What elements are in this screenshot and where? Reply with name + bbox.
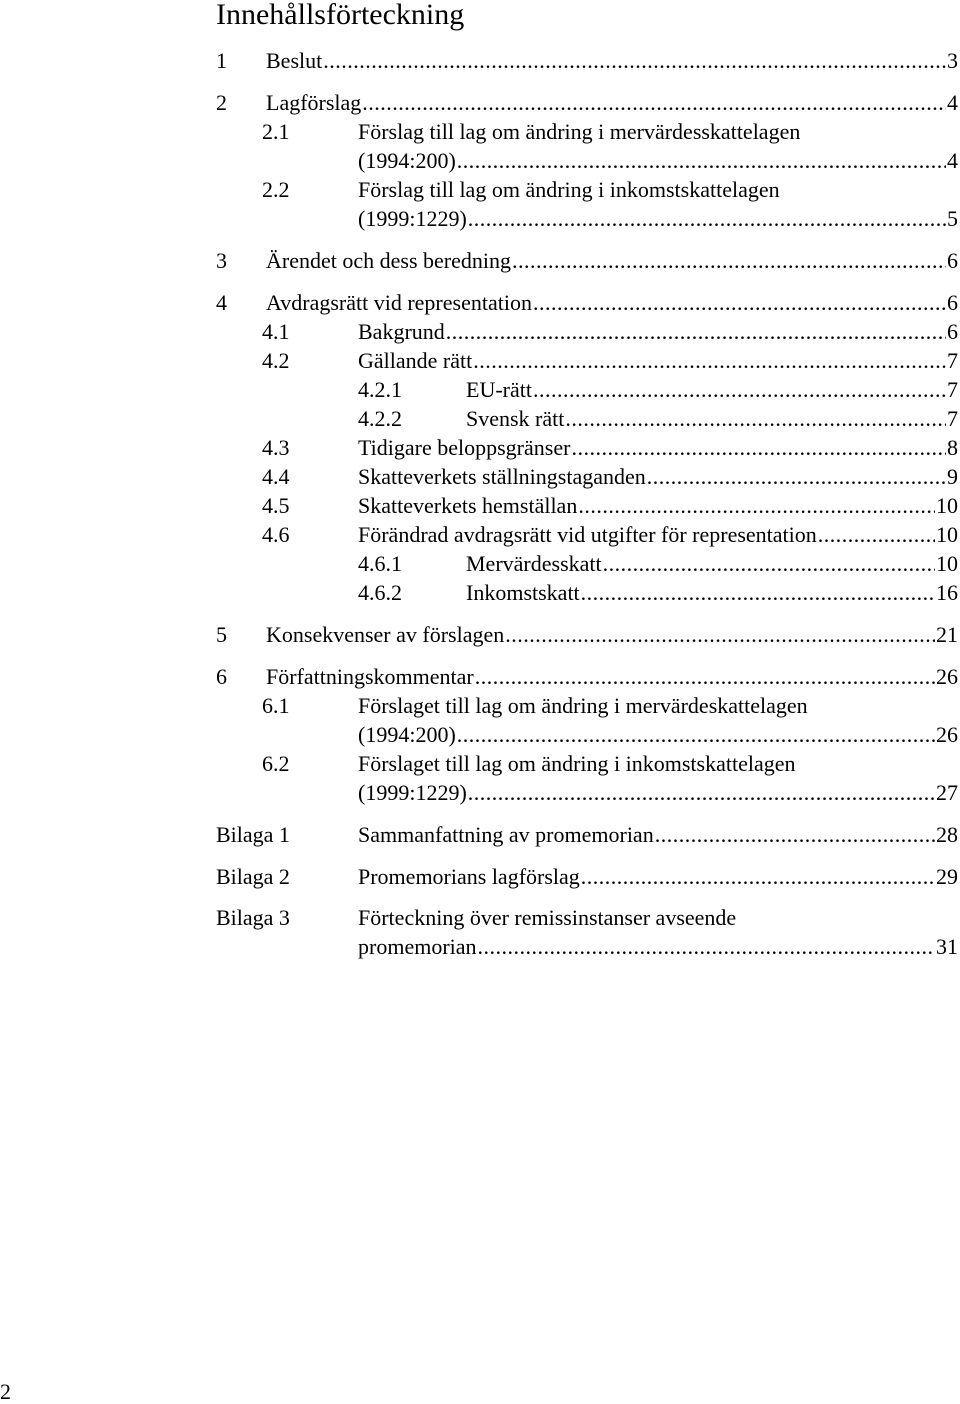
toc-entry-number: 4.2.2 [358, 406, 402, 431]
dot-leader [473, 348, 946, 374]
toc-entry[interactable] [262, 693, 958, 719]
toc-entry-title: (1994:200) [358, 148, 456, 173]
toc-entry-number: Bilaga 1 [216, 822, 290, 847]
toc-entry-number: Bilaga 3 [216, 905, 290, 930]
toc-entry-title: Bakgrund [358, 319, 445, 344]
toc-entry[interactable] [262, 522, 958, 548]
toc-entry[interactable] [216, 290, 958, 316]
toc-entry[interactable] [358, 551, 958, 577]
toc-entry-page: 4 [947, 148, 958, 173]
toc-entry-title: (1999:1229) [358, 206, 467, 231]
toc-entry-number: 3 [216, 248, 227, 273]
toc-entry-number: 4.6.1 [358, 551, 402, 576]
toc-entry-title: Förslag till lag om ändring i inkomstskattelagen [358, 177, 780, 202]
toc-entry-page: 6 [947, 290, 958, 315]
toc-entry[interactable] [216, 934, 958, 960]
toc-entry-title: Skatteverkets hemställan [358, 493, 578, 518]
toc-entry-number: 5 [216, 622, 227, 647]
toc-entry-number: 4.6.2 [358, 580, 402, 605]
toc-entry-title: Lagförslag [266, 90, 362, 115]
dot-leader [468, 780, 935, 806]
toc-entry-number: Bilaga 2 [216, 864, 290, 889]
toc-entry[interactable] [216, 622, 958, 648]
toc-entry-title: Konsekvenser av förslagen [266, 622, 505, 647]
dot-leader [505, 622, 935, 648]
toc-entry-title: Förslag till lag om ändring i mervärdesskattelagen [358, 119, 801, 144]
toc-entry-number: 2 [216, 90, 227, 115]
toc-entry-page: 31 [936, 934, 958, 959]
toc-entry-number: 1 [216, 48, 227, 73]
toc-entry-page: 16 [936, 580, 958, 605]
dot-leader [468, 206, 946, 232]
dot-leader [565, 406, 946, 432]
toc-entry-page: 29 [936, 864, 958, 889]
toc-entry[interactable] [262, 148, 958, 174]
page-number: 2 [0, 1379, 11, 1404]
toc-entry-title: Förändrad avdragsrätt vid utgifter för representation [358, 522, 817, 547]
toc-entry[interactable] [358, 580, 958, 606]
toc-entry[interactable] [216, 90, 958, 116]
toc-entry-title: Ärendet och dess beredning [266, 248, 511, 273]
toc-entry[interactable] [216, 822, 958, 848]
toc-entry[interactable] [216, 664, 958, 690]
toc-entry-number: 4.4 [262, 464, 290, 489]
toc-entry-title: Gällande rätt [358, 348, 473, 373]
toc-entry-page: 10 [936, 551, 958, 576]
toc-entry[interactable] [216, 864, 958, 890]
toc-entry-title: Avdragsrätt vid representation [266, 290, 532, 315]
toc-entry-page: 6 [947, 319, 958, 344]
toc-entry-title: Förslaget till lag om ändring i inkomstskattelagen [358, 751, 796, 776]
toc-entry[interactable] [358, 406, 958, 432]
toc-entry-title: Författningskommentar [266, 664, 474, 689]
toc-entry-page: 3 [947, 48, 958, 73]
dot-leader [571, 435, 946, 461]
toc-entry-title: (1994:200) [358, 722, 456, 747]
toc-entry-number: 4.1 [262, 319, 290, 344]
dot-leader [533, 377, 946, 403]
toc-entry-title: Förslaget till lag om ändring i mervärdeskattelagen [358, 693, 808, 718]
dot-leader [818, 522, 935, 548]
page-title: Innehållsförteckning [216, 0, 465, 31]
toc-entry-page: 10 [936, 522, 958, 547]
dot-leader [647, 464, 946, 490]
dot-leader [578, 493, 935, 519]
dot-leader [603, 551, 935, 577]
toc-entry-title: Mervärdesskatt [466, 551, 602, 576]
toc-entry[interactable] [262, 464, 958, 490]
dot-leader [533, 290, 946, 316]
toc-entry-number: 4 [216, 290, 227, 315]
toc-entry-page: 26 [936, 664, 958, 689]
toc-entry-title: (1999:1229) [358, 780, 467, 805]
toc-entry[interactable] [262, 780, 958, 806]
toc-entry-number: 4.6 [262, 522, 290, 547]
dot-leader [581, 580, 935, 606]
dot-leader [323, 48, 946, 74]
toc-entry[interactable] [216, 248, 958, 274]
toc-entry[interactable] [262, 177, 958, 203]
toc-entry-page: 7 [947, 377, 958, 402]
toc-entry-title: promemorian [358, 934, 477, 959]
dot-leader [362, 90, 946, 116]
toc-entry-page: 27 [936, 780, 958, 805]
toc-entry-page: 9 [947, 464, 958, 489]
toc-entry[interactable] [262, 119, 958, 145]
toc-entry-title: Förteckning över remissinstanser avseende [358, 905, 737, 930]
toc-entry-page: 4 [947, 90, 958, 115]
toc-entry[interactable] [262, 435, 958, 461]
toc-entry-title: Inkomstskatt [466, 580, 580, 605]
toc-entry-number: 4.2 [262, 348, 290, 373]
toc-entry-number: 4.2.1 [358, 377, 402, 402]
toc-entry-page: 10 [936, 493, 958, 518]
toc-entry[interactable] [216, 905, 958, 931]
dot-leader [457, 722, 935, 748]
toc-entry[interactable] [262, 319, 958, 345]
dot-leader [457, 148, 946, 174]
toc-entry[interactable] [216, 48, 958, 74]
dot-leader [446, 319, 946, 345]
toc-entry-title: Promemorians lagförslag [358, 864, 580, 889]
toc-entry-page: 8 [947, 435, 958, 460]
dot-leader [478, 934, 935, 960]
toc-entry-title: Tidigare beloppsgränser [358, 435, 571, 460]
toc-entry-number: 4.3 [262, 435, 290, 460]
toc-entry-title: Sammanfattning av promemorian [358, 822, 654, 847]
toc-entry-number: 4.5 [262, 493, 290, 518]
toc-entry-page: 6 [947, 248, 958, 273]
toc-entry-page: 5 [947, 206, 958, 231]
toc-entry-title: Svensk rätt [466, 406, 565, 431]
toc-entry-number: 6.2 [262, 751, 290, 776]
toc-entry-page: 21 [936, 622, 958, 647]
toc-entry[interactable] [262, 722, 958, 748]
toc-entry-page: 7 [947, 406, 958, 431]
toc-entry-title: Skatteverkets ställningstaganden [358, 464, 646, 489]
dot-leader [512, 248, 946, 274]
toc-entry[interactable] [358, 377, 958, 403]
toc-entry-page: 7 [947, 348, 958, 373]
toc-entry-title: Beslut [266, 48, 323, 73]
dot-leader [655, 822, 935, 848]
toc-entry-page: 26 [936, 722, 958, 747]
toc-entry-number: 2.1 [262, 119, 290, 144]
toc-entry-number: 2.2 [262, 177, 290, 202]
toc-entry[interactable] [262, 206, 958, 232]
dot-leader [581, 864, 935, 890]
toc-entry-number: 6.1 [262, 693, 290, 718]
toc-entry[interactable] [262, 493, 958, 519]
toc-entry[interactable] [262, 348, 958, 374]
toc-entry-number: 6 [216, 664, 227, 689]
toc-entry-title: EU-rätt [466, 377, 532, 402]
toc-entry[interactable] [262, 751, 958, 777]
toc-entry-page: 28 [936, 822, 958, 847]
dot-leader [475, 664, 935, 690]
